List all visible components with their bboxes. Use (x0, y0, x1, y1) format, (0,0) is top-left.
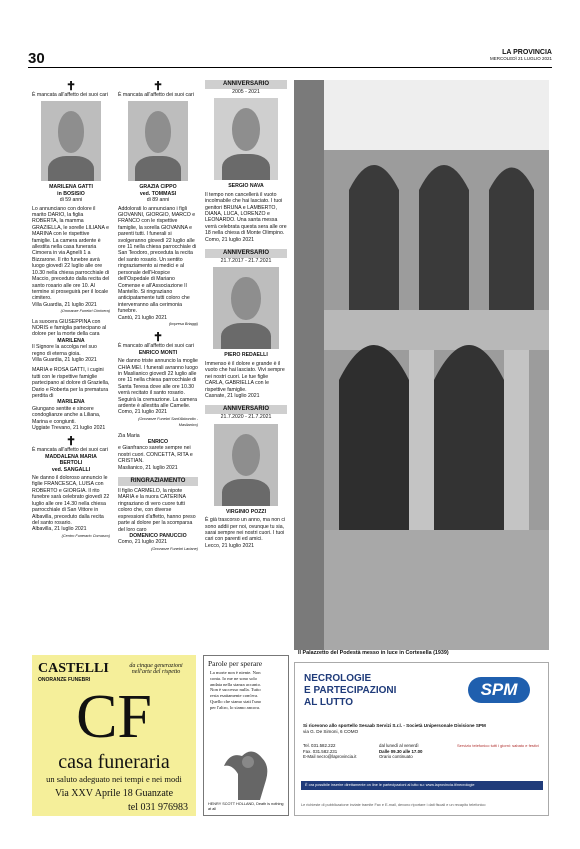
portrait-photo (214, 98, 278, 180)
notice-place: Lecco, 21 luglio 2021 (205, 542, 255, 549)
portrait-photo (214, 424, 278, 506)
notice-place: Uggiate Trevano, 21 luglio 2021 (32, 425, 106, 432)
castelli-headline: casa funeraria (58, 751, 170, 773)
notice-name: DOMENICO PANUCCIO (129, 532, 187, 539)
spm-online-banner: È ora possibile inserire direttamente on line le partecipazioni al lutto su: www.laprovincia.it/necrologie (301, 781, 543, 790)
notice-place: Cantù, 21 luglio 2021 (118, 314, 168, 321)
notice-body-2: e Gianfranco sarete sempre nei nostri cuori. CONCETTA, RITA e CRISTIAN. (118, 445, 193, 465)
spm-fax: Fax. 031.582.231 (303, 748, 338, 754)
notice-body: Zia Maria (118, 432, 140, 439)
spm-hours (379, 743, 451, 760)
portrait-photo (213, 267, 279, 349)
notice-place: Como, 21 luglio 2021 (205, 236, 255, 243)
parole-credit: HENRY SCOTT HOLLAND, Death is nothing at all (208, 802, 284, 811)
castelli-brand: CASTELLI (38, 661, 109, 676)
castelli-slogan: un saluto adeguato nei tempi e nei modi (46, 774, 182, 784)
notice-place: Como, 21 luglio 2021 (118, 539, 168, 546)
agency: (Onoranze Funebri Sant'Abbondio - Maslianico) (138, 416, 198, 428)
spm-phone-service: Servizio telefonico tutti i giorni: sabato e festivi (457, 743, 539, 748)
column-1 (32, 80, 110, 539)
notice-name: ENRICO (147, 439, 169, 446)
parole-box (203, 655, 289, 816)
notice-place: Villa Guardia, 21 luglio 2021 (32, 301, 97, 308)
deceased-name-2: BERTOLI (59, 460, 83, 467)
castelli-address: Via XXV Aprile 18 Guanzate (54, 788, 174, 799)
deceased-name: PIERO REDAELLI (224, 352, 268, 359)
castelli-ad (32, 655, 196, 816)
deceased-name: MARILENA GATTI (49, 184, 93, 191)
notice-name: MARILENA (57, 399, 85, 406)
notice-place: Como, 21 luglio 2021 (118, 409, 168, 416)
castelli-sub: ONORANZE FUNEBRI (38, 677, 91, 683)
notice-body-2: Giungano sentite e sincere condoglianze anche a Liliana, Marina e congiunti. (32, 405, 101, 425)
spm-hours-1: dal lunedì al venerdì (379, 743, 419, 748)
spm-headline-2: E PARTECIPAZIONI (304, 685, 397, 696)
notice-body: Immenso è il dolore e grande è il vuoto che hai lasciato. Vivi sempre nei nostri cuori. Le tue figlie CARLA, GABRIELLA con le rispettive famiglie. (205, 360, 285, 393)
arcade-illustration (294, 80, 549, 650)
notice-place: Villa Guardia, 21 luglio 2021 (32, 356, 97, 363)
notice-name: MARILENA (57, 337, 85, 344)
spm-tel: Tel. 031.582.222 (303, 743, 336, 748)
agency: (Centro Funerario Comasco) (61, 533, 110, 538)
angel-statue-icon (218, 744, 276, 800)
section-title: ANNIVERSARIO (205, 80, 287, 89)
section-title: ANNIVERSARIO (205, 249, 287, 258)
castelli-phone: tel 031 976983 (128, 802, 188, 813)
years: 21.7.2017 - 21.7.2021 (220, 258, 272, 265)
spm-info-1: Si ricevono allo sportello Sesaab Servizi S.r.l. - Società Unipersonale Divisione SPM (303, 723, 486, 728)
spm-headline-3: AL LUTTO (304, 697, 354, 708)
years: 21.7.2020 - 21.7.2021 (220, 414, 272, 421)
notice-body: È già trascorso un anno, ma non ci sono addii per noi, ovunque tu sia, sarai sempre nei nostri cuori. I tuoi cari con parenti ed amici. (205, 517, 286, 543)
notice-intro: È mancato all'affetto dei suoi cari (118, 343, 194, 350)
section-title: RINGRAZIAMENTO (118, 477, 198, 486)
notice-intro: È mancata all'affetto dei suoi cari (118, 92, 194, 98)
notice-place: Casnate, 21 luglio 2021 (205, 392, 260, 399)
spm-info (303, 723, 541, 735)
cross-icon: ✝ (152, 330, 164, 345)
spm-footnote: Le richieste di pubblicazione inviate tramite Fax e E-mail, devono riportare i dati fiscali e un recapito telefonico (301, 803, 486, 807)
notice-body: Ne danno triste annuncio la moglie CHIA MEI. I funerali avranno luogo in Maslianico giovedì 22 luglio alle ore 11 nella chiesa parrocchiale di Santa Teresa dove alle ore 10.30 verrà recitato il santo rosario. Seguirà la cremazione. La camera ardente è allestita alle Camelie. (118, 358, 198, 409)
notice-body: MARIA e ROSA GATTI, i cugini tutti con le rispettive famiglie partecipano al dolore di Graziella, Dario e Roberta per la prematura perdita di (32, 367, 110, 399)
deceased-name: MADDALENA MARIA (45, 453, 97, 460)
spm-hours-2: Dalle 09.30 alle 17.00 (379, 748, 423, 754)
page-number: 30 (28, 50, 45, 67)
age: di 59 anni (59, 197, 83, 204)
parole-poem: La morte non è niente. Non conta. Io me ne sono solo andata nella stanza accanto. Non è successo nulla. Tutto resta esattamente com'era. Quello che siamo stati l'uno per l'altro, lo siamo ancora. (210, 670, 262, 710)
deceased-name-3: ved. SANGALLI (51, 466, 91, 473)
cross-icon: ✝ (65, 79, 77, 93)
historic-photo (294, 80, 549, 650)
portrait-photo (41, 101, 101, 181)
notice-place: Maslianico, 21 luglio 2021 (118, 464, 178, 471)
portrait-photo (128, 101, 188, 181)
castelli-tag-2: nell'arte del rispetto (131, 669, 181, 675)
agency: (Impresa Briaggi) (168, 321, 198, 326)
castelli-tagline (120, 663, 192, 675)
spm-logo: SPM (468, 677, 530, 703)
agency: (Onoranze Funebri Lariane) (151, 546, 198, 551)
deceased-name: SERGIO NAVA (228, 183, 264, 190)
deceased-name-2: in BOSISIO (57, 190, 85, 197)
notice-intro: È mancata all'affetto dei suoi cari (32, 447, 108, 454)
masthead-date: MERCOLEDÌ 21 LUGLIO 2021 (489, 56, 552, 61)
castelli-logo: CF (76, 683, 152, 751)
deceased-name-2: ved. TOMMASI (139, 190, 177, 197)
deceased-name: VIRGINIO POZZI (225, 508, 267, 515)
spm-ad (294, 662, 549, 816)
notice-intro: È mancata all'affetto dei suoi cari (32, 92, 108, 98)
cross-icon: ✝ (152, 79, 164, 93)
spm-mail: E-Mail necro@laprovincia.it (303, 754, 357, 760)
parole-title: Parole per sperare (208, 659, 263, 668)
notice-body: La suocera GIUSEPPINA con NORIS e famiglia partecipano al dolore per la morte della cara (32, 318, 107, 338)
notice-body: Lo annunciano con dolore il marito DARIO, la figlia ROBERTA, la mamma GRAZIELLA, le sorelle LILIANA e MARINA con le rispettive famiglie. La camera ardente è allestita nella casa funeraria Cimoera in via Agnelli 1 a Bizzarone. Il rito funebre avrà luogo giovedì 22 luglio alle ore 10.30 nella chiesa parrocchiale di Maccio, preceduto dalla recita del santo rosario alle ore 10. Al termine si proseguirà per il locale cimitero. (32, 205, 110, 302)
castelli-tag-1: da cinque generazioni (129, 663, 183, 669)
notice-body: Addolorati lo annunciano i figli GIOVANNI, GIORGIO, MARCO e FRANCO con le rispettive famiglie, la sorella GIOVANNA e parenti tutti. I funerali si svolgeranno giovedì 22 luglio alle ore 11 nella chiesa parrocchiale di San Teodoro, preceduta la recita del santo rosario. Un sentito ringraziamento ai medici e al personale dell'Hospice dell'Ospedale di Mariano Comense e all'Associazione Il Mantello. Si ringraziano anticipatamente tutti coloro che interverranno alla cerimonia funebre. (118, 205, 197, 315)
section-title: ANNIVERSARIO (205, 405, 287, 414)
masthead (490, 49, 552, 61)
deceased-name: ENRICO MONTI (138, 349, 178, 356)
column-2 (118, 80, 198, 552)
years: 2005 - 2021 (232, 89, 260, 95)
notice-place: Albavilla, 21 luglio 2021 (32, 526, 87, 533)
photo-caption: Il Palazzetto del Podestà messo in luce in Cortesella (1939) (298, 650, 449, 656)
spm-info-2: via G. De Simoni, 6 COMO (303, 729, 359, 734)
deceased-name: GRAZIA CIPPO (139, 184, 177, 191)
agency: (Onoranze Funebri Cimioera) (60, 309, 110, 314)
notice-body: Ne danno il doloroso annuncio le figlie FRANCESCA, LUISA con ROBERTO e GIORGIA. Il rito funebre sarà celebrato giovedì 22 luglio alle ore 14.30 nella chiesa parrocchiale di San Vittore in Albavilla, preceduto dalla recita del santo rosario. (32, 475, 110, 526)
header-rule (28, 67, 552, 68)
spm-hours-3: Orario continuato (379, 754, 413, 760)
cross-icon: ✝ (65, 434, 77, 449)
spm-headline (304, 673, 396, 709)
spm-contacts (303, 743, 375, 760)
spm-headline-1: NECROLOGIE (304, 673, 372, 684)
notice-body: Il figlio CARMELO, la nipote MARIA e la nuora CATERINA ringraziano di vero cuore tutti coloro che, con diverse espressioni d'affetto, hanno preso parte al dolore per la scomparsa del loro caro (118, 488, 196, 533)
age: di 89 anni (146, 197, 170, 204)
notice-body: Il tempo non cancellerà il vuoto incolmabile che hai lasciato. I tuoi genitori BRUNA e LAMBERTO, DIANA, LUCA, LORENZO e LEONARDO. Una santa messa verrà celebrata questa sera alle ore 18 nella chiesa di Monte Olimpino. (205, 191, 287, 237)
notice-body-2: Il Signore la accolga nel suo regno di eterna gioia. (32, 344, 97, 357)
masthead-name: LA PROVINCIA (502, 49, 552, 56)
column-3 (205, 80, 287, 549)
